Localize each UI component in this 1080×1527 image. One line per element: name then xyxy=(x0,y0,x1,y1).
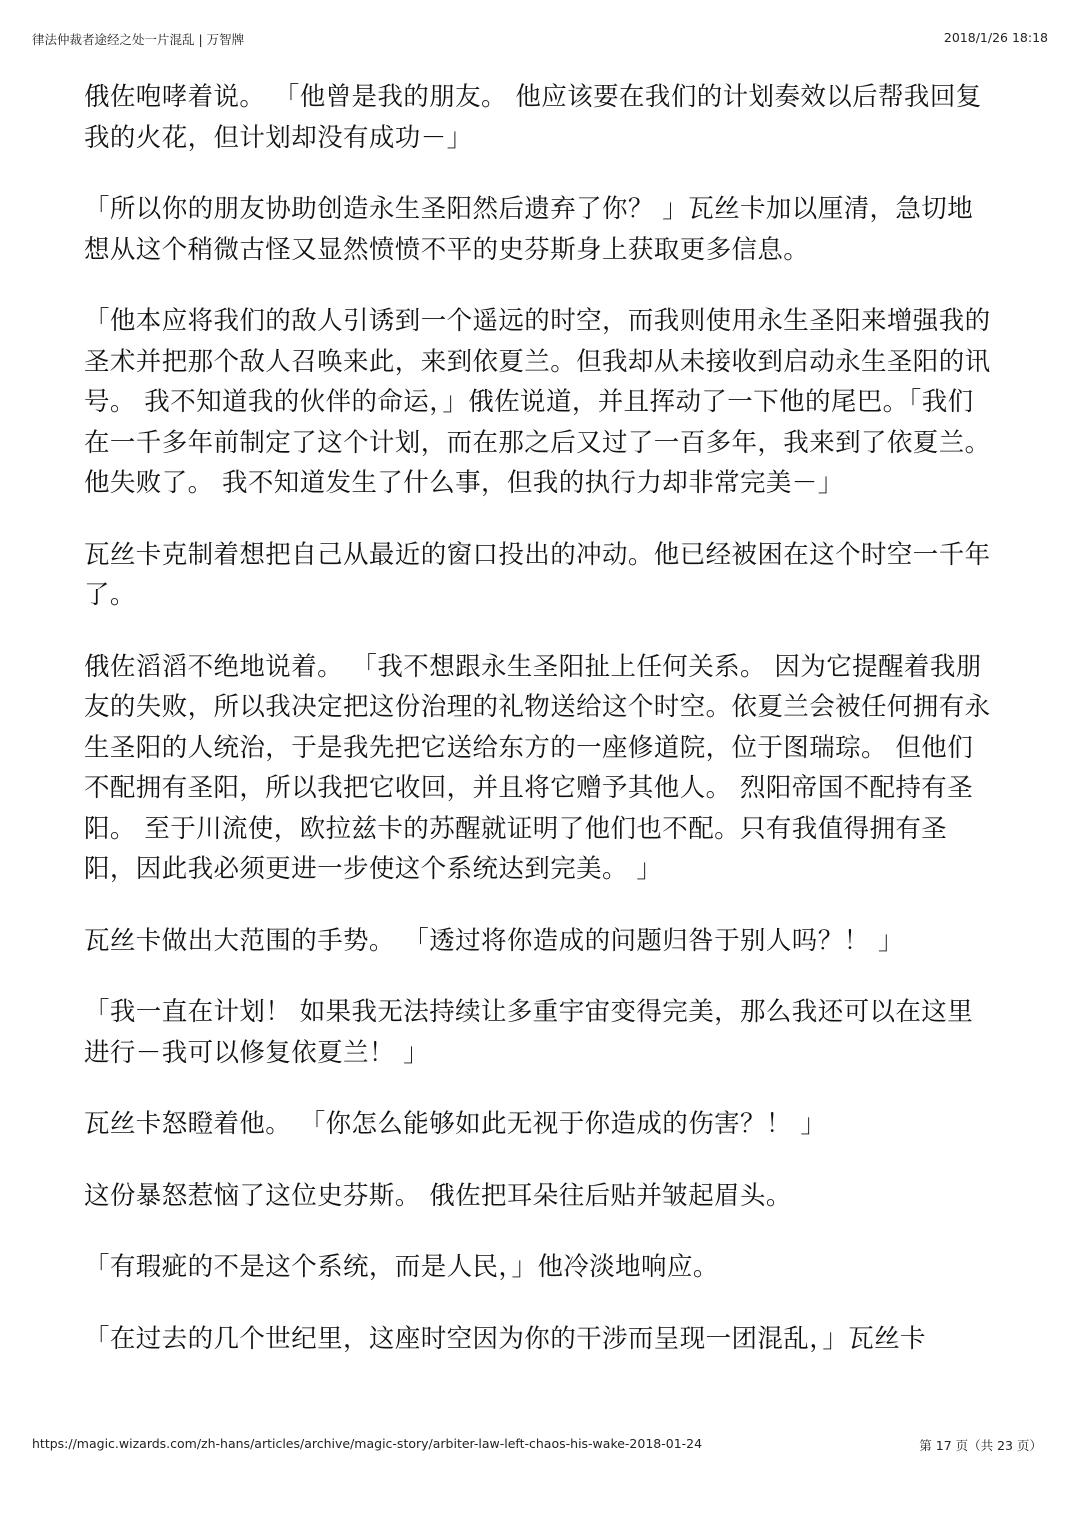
paragraph: 「他本应将我们的敌人引诱到一个遥远的时空，而我则使用永生圣阳来增强我的圣术并把那个敌人召唤来此，来到依夏兰。但我却从未接收到启动永生圣阳的讯号。 我不知道我的伙伴的命运，」俄佐说道，并且挥动了一下他的尾巴。「我们在一千多年前制定了这个计划，而在那之后又过了一百多年，我来到了依夏兰。他失败了。 我不知道发生了什么事，但我的执行力却非常完美－」 xyxy=(84,306,991,498)
print-datetime: 2018/1/26 18:18 xyxy=(943,30,1048,45)
article-body xyxy=(84,77,996,1390)
paragraph: 「在过去的几个世纪里，这座时空因为你的干涉而呈现一团混乱，」瓦丝卡 xyxy=(84,1323,926,1354)
paragraph: 「有瑕疵的不是这个系统，而是人民，」他冷淡地响应。 xyxy=(84,1252,719,1282)
paragraph: 瓦丝卡克制着想把自己从最近的窗口投出的冲动。他已经被困在这个时空一千年了。 xyxy=(84,539,991,610)
print-footer xyxy=(32,1436,1042,1454)
paragraph: 俄佐咆哮着说。 「他曾是我的朋友。 他应该要在我们的计划奏效以后帮我回复我的火花，但计划却没有成功－」 xyxy=(84,82,982,153)
page-url: https://magic.wizards.com/zh-hans/articles/archive/magic-story/arbiter-law-left-chaos-his-wake-2018-01-24 xyxy=(32,1436,703,1451)
paragraph: 「所以你的朋友协助创造永生圣阳然后遗弃了你？ 」瓦丝卡加以厘清，急切地想从这个稍微古怪又显然愤愤不平的史芬斯身上获取更多信息。 xyxy=(84,194,974,265)
print-header xyxy=(32,30,1048,48)
page-number: 第 17 页（共 23 页） xyxy=(919,1438,1042,1453)
paragraph: 俄佐滔滔不绝地说着。 「我不想跟永生圣阳扯上任何关系。 因为它提醒着我朋友的失败，所以我决定把这份治理的礼物送给这个时空。依夏兰会被任何拥有永生圣阳的人统治，于是我先把它送给东方的一座修道院，位于图瑞琮。 但他们不配拥有圣阳，所以我把它收回，并且将它赠予其他人。 烈阳帝国不配持有圣阳。 至于川流使，欧拉兹卡的苏醒就证明了他们也不配。只有我值得拥有圣阳，因此我必须更进一步使这个系统达到完美。 」 xyxy=(84,651,991,884)
page-title: 律法仲裁者途经之处一片混乱 | 万智牌 xyxy=(32,32,245,47)
paragraph: 瓦丝卡怒瞪着他。 「你怎么能够如此无视于你造成的伤害？！ 」 xyxy=(84,1109,827,1139)
paragraph: 这份暴怒惹恼了这位史芬斯。 俄佐把耳朵往后贴并皱起眉头。 xyxy=(84,1180,792,1211)
paragraph: 瓦丝卡做出大范围的手势。 「透过将你造成的问题归咎于别人吗？！ 」 xyxy=(84,925,904,956)
paragraph: 「我一直在计划！ 如果我无法持续让多重宇宙变得完美，那么我还可以在这里进行－我可以修复依夏兰！ 」 xyxy=(84,997,974,1068)
